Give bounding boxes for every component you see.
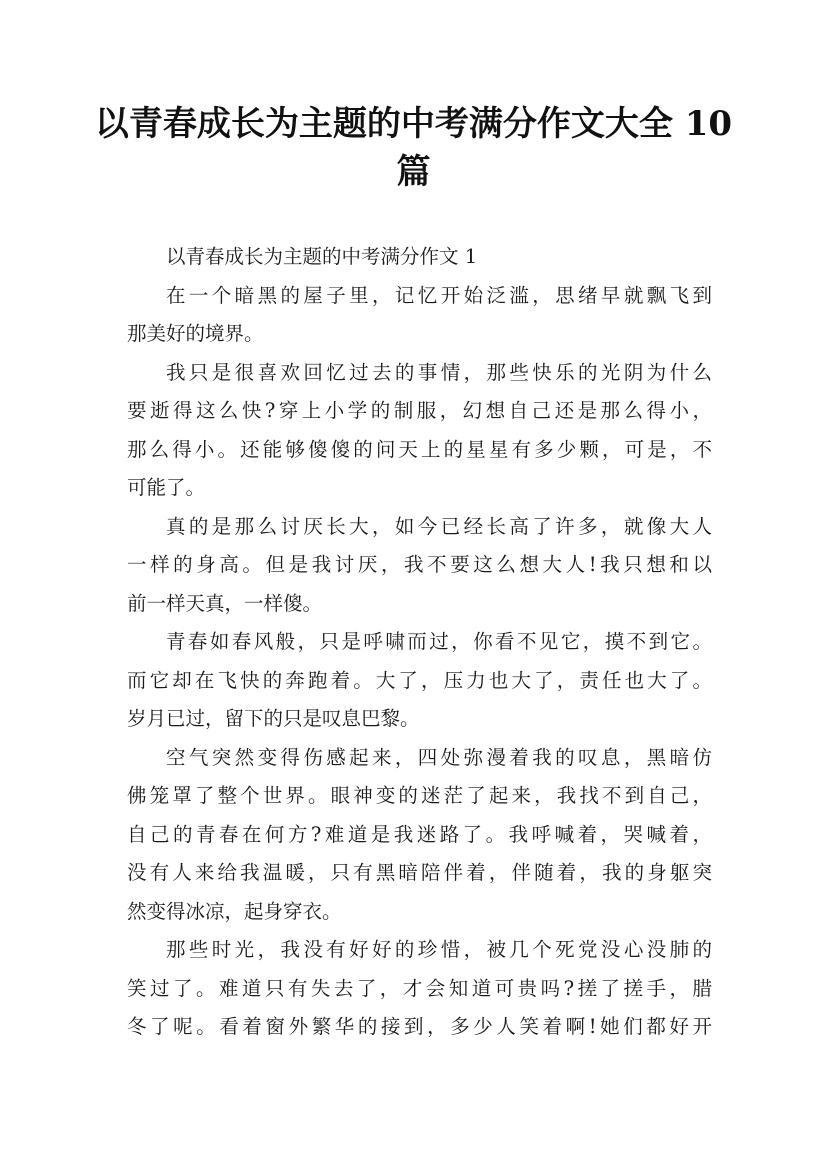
paragraph-line: 那些时光，我没有好好的珍惜，被几个死党没心没肺的	[166, 938, 712, 961]
paragraph-line: 真的是那么讨厌长大，如今已经长高了许多，就像大人	[166, 514, 712, 538]
title-line-2: 篇	[396, 152, 431, 192]
paragraph-line: 冬了呢。看着窗外繁华的接到，多少人笑着啊!她们都好开	[127, 1015, 712, 1038]
paragraph-3	[127, 508, 712, 624]
paragraph-1	[127, 277, 712, 354]
document-body	[127, 238, 712, 1047]
paragraph-6	[127, 931, 712, 1047]
paragraph-line: 笑过了。难道只有失去了，才会知道可贵吗?搓了搓手，腊	[127, 976, 712, 1000]
paragraph-line: 没有人来给我温暖，只有黑暗陪伴着，伴随着，我的身躯突	[127, 861, 712, 884]
paragraph-line: 可能了。	[127, 476, 206, 499]
paragraph-5	[127, 739, 712, 932]
paragraph-line: 我只是很喜欢回忆过去的事情，那些快乐的光阴为什么	[166, 360, 712, 384]
document-title	[0, 100, 827, 196]
paragraph-line: 而它却在飞快的奔跑着。大了，压力也大了，责任也大了。	[127, 668, 712, 692]
paragraph-line: 然变得冰凉，起身穿衣。	[127, 899, 342, 923]
paragraph-line: 前一样天真，一样傻。	[127, 591, 323, 615]
title-line-1: 以青春成长为主题的中考满分作文大全 10	[94, 104, 733, 144]
paragraph-line: 一样的身高。但是我讨厌，我不要这么想大人!我只想和以	[127, 553, 712, 576]
paragraph-line: 自己的青春在何方?难道是我迷路了。我呼喊着，哭喊着，	[127, 822, 712, 846]
paragraph-2	[127, 354, 712, 508]
paragraph-line: 空气突然变得伤感起来，四处弥漫着我的叹息，黑暗仿	[166, 745, 712, 769]
paragraph-4	[127, 623, 712, 739]
paragraph-line: 岁月已过，留下的只是叹息巴黎。	[127, 707, 420, 730]
paragraph-line: 那么得小。还能够傻傻的问天上的星星有多少颗，可是，不	[127, 437, 712, 461]
paragraph-line: 那美好的境界。	[127, 322, 264, 345]
paragraph-line: 在一个暗黑的屋子里，记忆开始泛滥，思绪早就飘飞到	[166, 283, 712, 307]
paragraph-line: 要逝得这么快?穿上小学的制服，幻想自己还是那么得小，	[127, 399, 712, 422]
paragraph-line: 佛笼罩了整个世界。眼神变的迷茫了起来，我找不到自己，	[127, 784, 712, 807]
paragraph-line: 青春如春风般，只是呼啸而过，你看不见它，摸不到它。	[166, 630, 712, 653]
essay-subtitle: 以青春成长为主题的中考满分作文 1	[166, 245, 478, 268]
